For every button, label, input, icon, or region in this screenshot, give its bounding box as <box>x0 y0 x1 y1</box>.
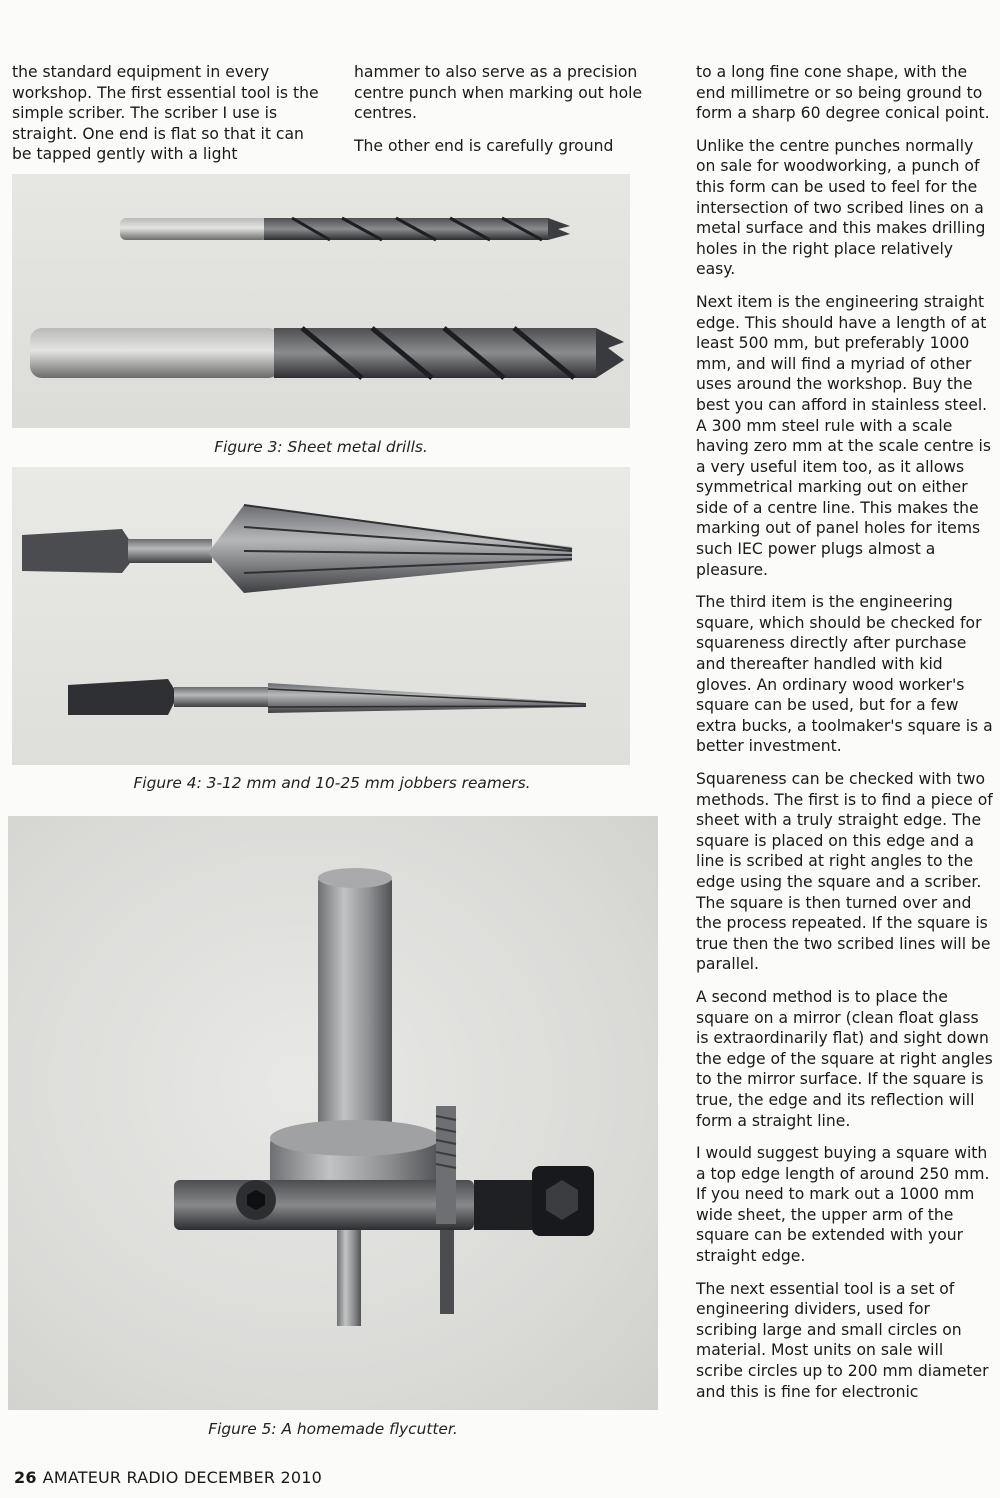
reamers-illustration <box>12 467 630 765</box>
figure-caption: Figure 4: 3-12 mm and 10-25 mm jobbers reamers. <box>133 774 531 792</box>
drills-illustration <box>12 174 630 428</box>
paragraph: Unlike the centre punches normally on sale for woodworking, a punch of this form can be used to feel for the intersection of two scribed lines on a metal surface and this makes drilling holes in the right place relatively easy. <box>696 136 986 279</box>
paragraph: The next essential tool is a set of engineering dividers, used for scribing large and small circles on material. Most units on sale will scribe circles up to 200 mm diameter and this is fine for electronic <box>696 1279 989 1401</box>
text-column-left <box>12 62 322 165</box>
figure-jobbers-reamers-photo <box>12 467 630 765</box>
paragraph: The third item is the engineering square, which should be checked for squareness directly after purchase and thereafter handled with kid gloves. An ordinary wood worker's square can be used, but for a few extra bucks, a toolmaker's square is a better investment. <box>696 593 993 756</box>
paragraph: A second method is to place the square on a mirror (clean float glass is extraordinarily flat) and sight down the edge of the square at right angles to the mirror surface. If the square is true, the edge and its reflection will form a straight line. <box>696 987 993 1130</box>
paragraph: The other end is carefully ground <box>354 136 614 155</box>
paragraph: hammer to also serve as a precision centre punch when marking out hole centres. <box>354 63 643 123</box>
paragraph: I would suggest buying a square with a top edge length of around 250 mm. If you need to mark out a 1000 mm wide sheet, the upper arm of the square can be extended with your straight edge. <box>696 1144 990 1266</box>
paragraph: to a long fine cone shape, with the end millimetre or so being ground to form a sharp 60 degree conical point. <box>696 63 990 123</box>
figure-caption: Figure 3: Sheet metal drills. <box>214 438 428 456</box>
figure-caption: Figure 5: A homemade flycutter. <box>208 1420 458 1438</box>
paragraph: Next item is the engineering straight edge. This should have a length of at least 500 mm, but preferably 1000 mm, and will find a myriad of other uses around the workshop. Buy the best you can afford in stainless steel. A 300 mm steel rule with a scale having zero mm at the scale centre is a very useful item too, as it allows symmetrical marking out on either side of a centre line. This makes the marking out of panel holes for items such IEC power plugs almost a pleasure. <box>696 292 991 579</box>
paragraph: the standard equipment in every workshop. The first essential tool is the simple scriber. The scriber I use is straight. One end is flat so that it can be tapped gently with a light <box>12 63 319 164</box>
flycutter-illustration <box>8 816 658 1410</box>
paragraph: Squareness can be checked with two methods. The first is to find a piece of sheet with a truly straight edge. The square is placed on this edge and a line is scribed at right angles to the edge using the square and a scriber. The square is then turned over and the process repeated. If the square is true then the two scribed lines will be parallel. <box>696 770 993 974</box>
page-footer <box>14 1468 322 1487</box>
figure-flycutter-photo <box>8 816 658 1410</box>
page-number: 26 <box>14 1468 37 1487</box>
text-column-middle <box>354 62 654 156</box>
figure-sheet-metal-drills-photo <box>12 174 630 428</box>
publication-name: AMATEUR RADIO DECEMBER 2010 <box>42 1468 322 1487</box>
text-column-right <box>696 62 994 1402</box>
